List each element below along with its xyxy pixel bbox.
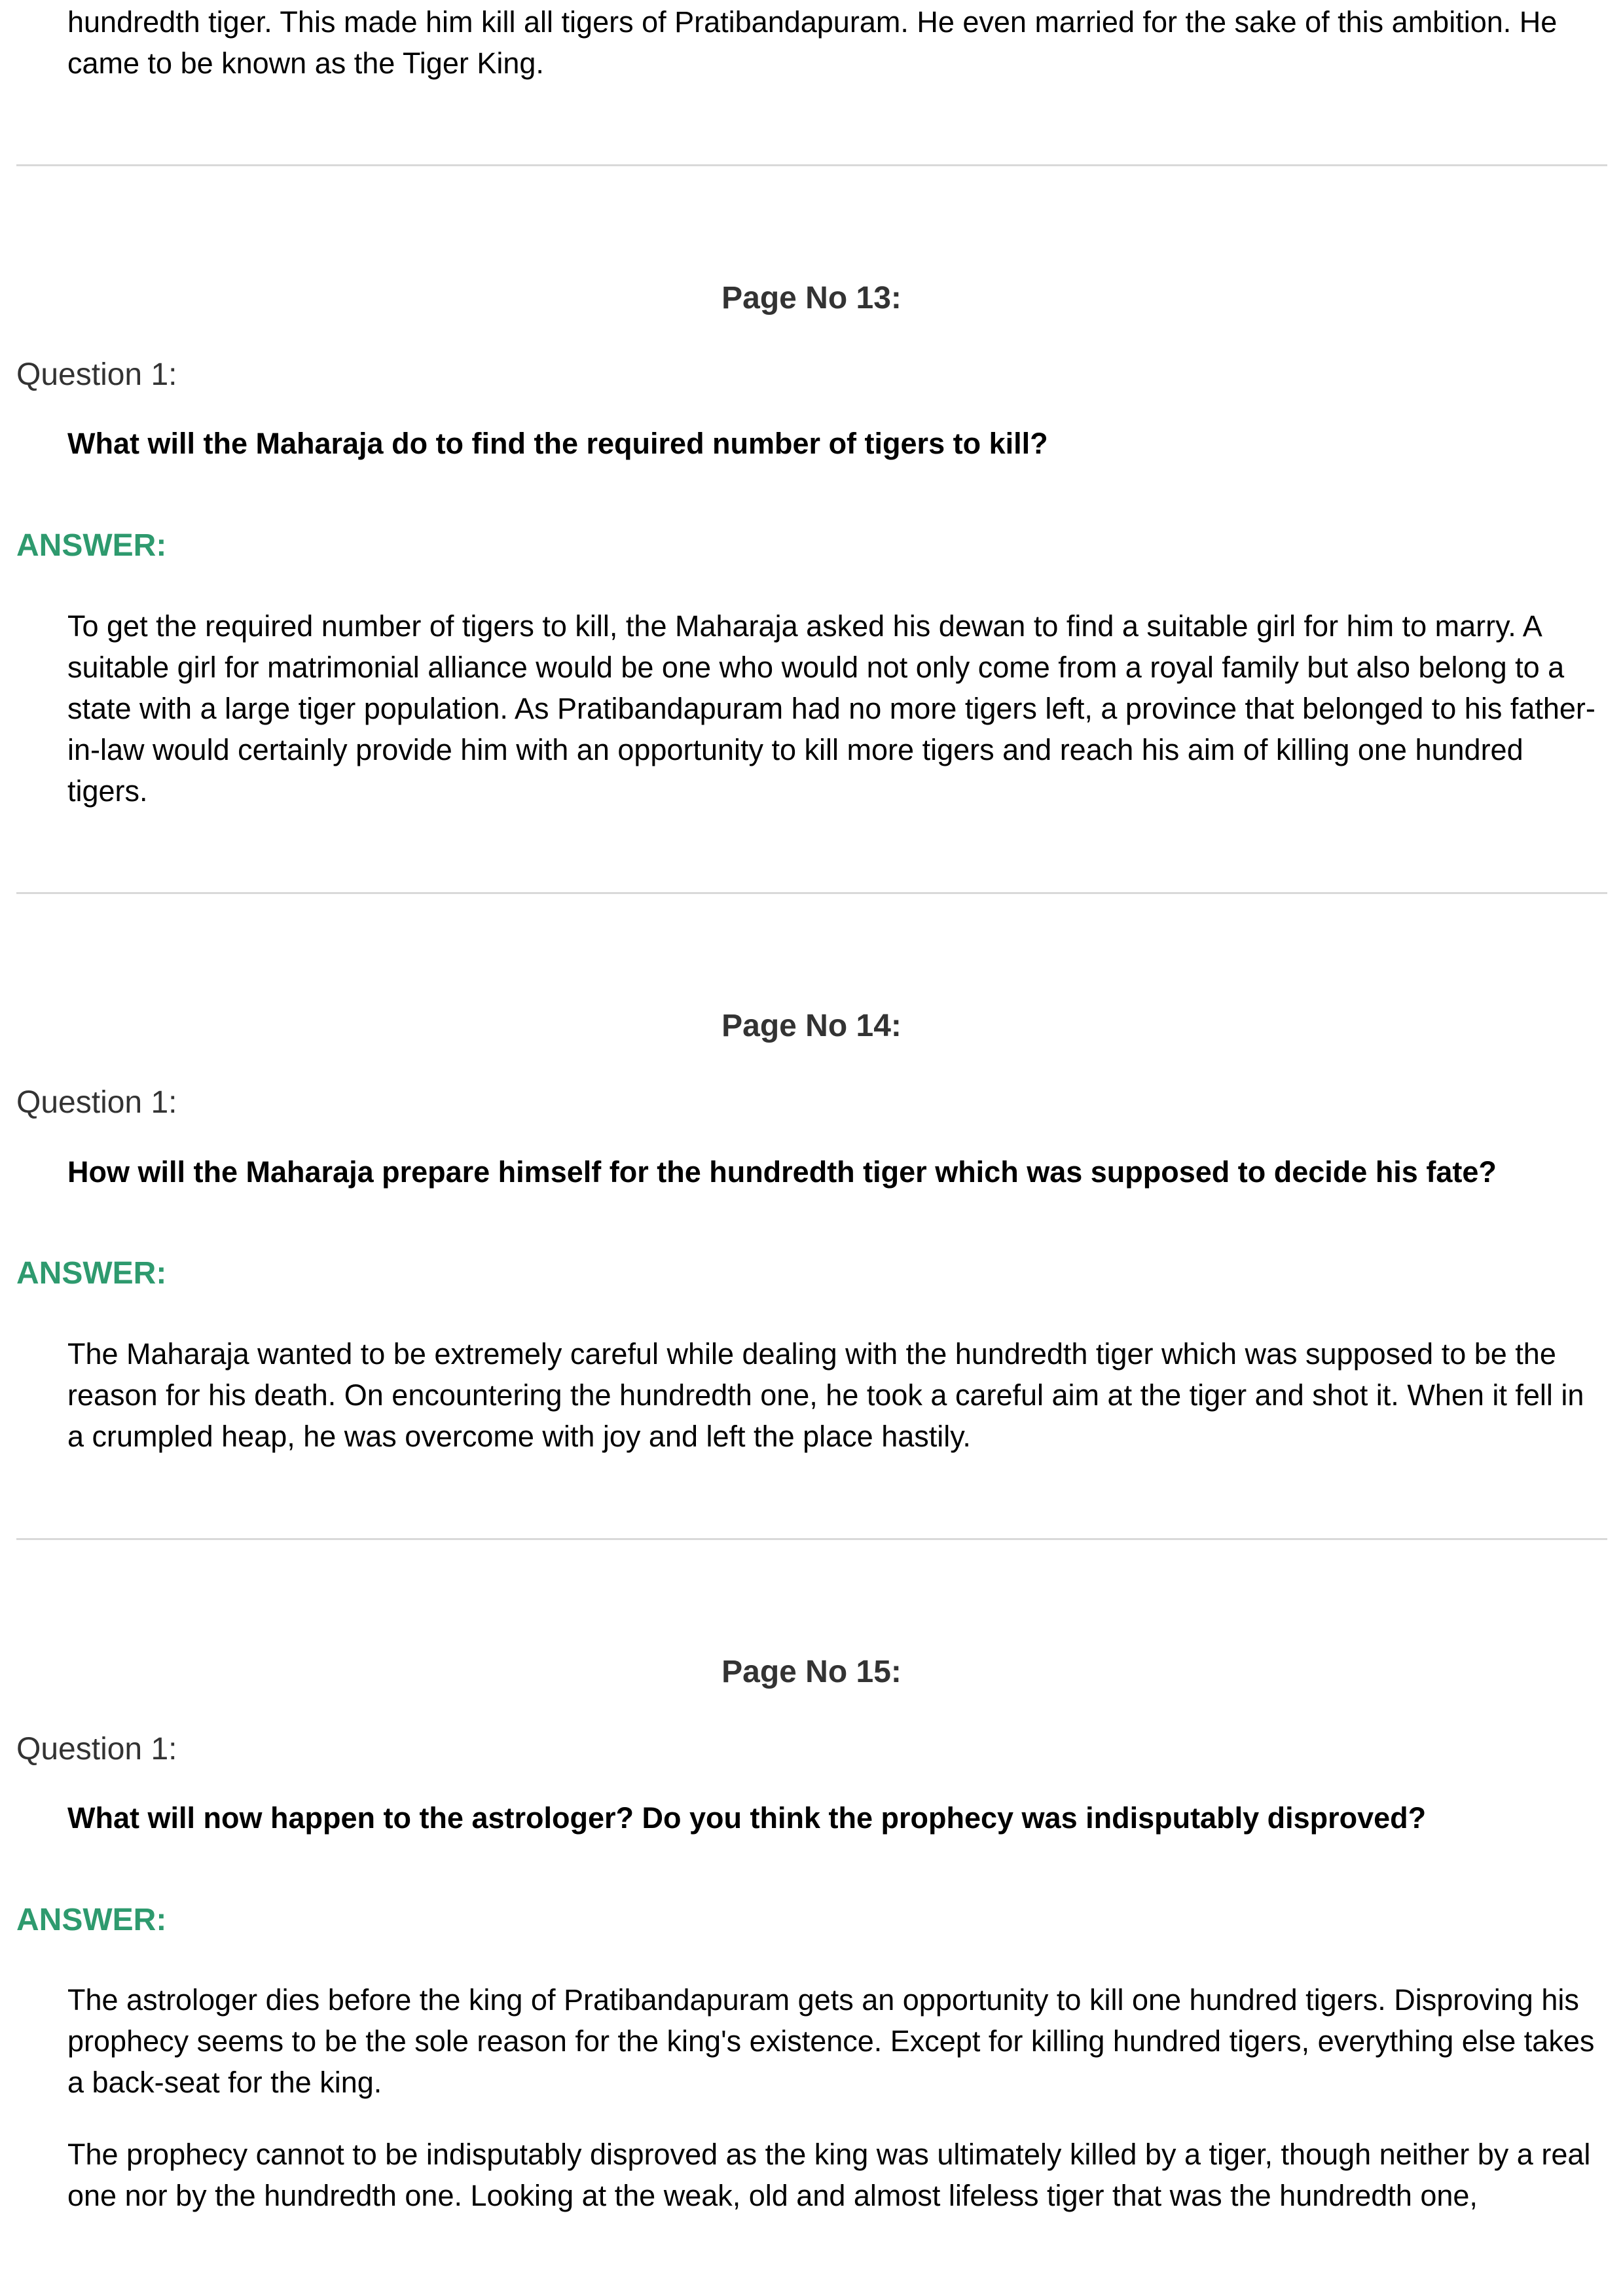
question-label: Question 1:: [16, 357, 177, 392]
question-text: What will now happen to the astrologer? Do you think the prophecy was indisputably disproved?: [67, 1801, 1427, 1835]
answer-label: ANSWER:: [16, 1256, 167, 1291]
page-number-heading: Page No 14:: [721, 1009, 902, 1043]
answer-paragraph: The prophecy cannot to be indisputably disproved as the king was ultimately killed by a tiger, though neither by a real one nor by the hundredth one. Looking at the weak, old and almost lifeless tiger that was the hundredth one,: [67, 2138, 1591, 2212]
question-label: Question 1:: [16, 1732, 177, 1767]
section-divider: [16, 1538, 1607, 1540]
answer-label: ANSWER:: [16, 1903, 167, 1937]
section-divider: [16, 892, 1607, 894]
page-number-heading: Page No 15:: [721, 1655, 902, 1689]
answer-paragraph: The Maharaja wanted to be extremely careful while dealing with the hundredth tiger which was supposed to be the reason for his death. On encountering the hundredth one, he took a careful aim at the tiger and shot it. When it fell in a crumpled heap, he was overcome with joy and left the place hastily.: [67, 1337, 1584, 1453]
question-text: What will the Maharaja do to find the required number of tigers to kill?: [67, 427, 1048, 460]
intro-paragraph: hundredth tiger. This made him kill all tigers of Pratibandapuram. He even married for the sake of this ambition. He came to be known as the Tiger King.: [67, 5, 1558, 80]
answer-label: ANSWER:: [16, 528, 167, 563]
question-label: Question 1:: [16, 1085, 177, 1120]
answer-paragraph: The astrologer dies before the king of Pratibandapuram gets an opportunity to kill one hundred tigers. Disproving his prophecy seems to be the sole reason for the king's existence. Except for killing hundred tigers, everything else takes a back-seat for the king.: [67, 1983, 1595, 2099]
section-divider: [16, 164, 1607, 166]
answer-paragraph: To get the required number of tigers to kill, the Maharaja asked his dewan to find a suitable girl for him to marry. A suitable girl for matrimonial alliance would be one who would not only come from a royal family but also belong to a state with a large tiger population. As Pratibandapuram had no more tigers left, a province that belonged to his father-in-law would certainly provide him with an opportunity to kill more tigers and reach his aim of killing one hundred tigers.: [67, 609, 1596, 808]
question-text: How will the Maharaja prepare himself for the hundredth tiger which was supposed to decide his fate?: [67, 1155, 1497, 1189]
page-number-heading: Page No 13:: [721, 281, 902, 315]
